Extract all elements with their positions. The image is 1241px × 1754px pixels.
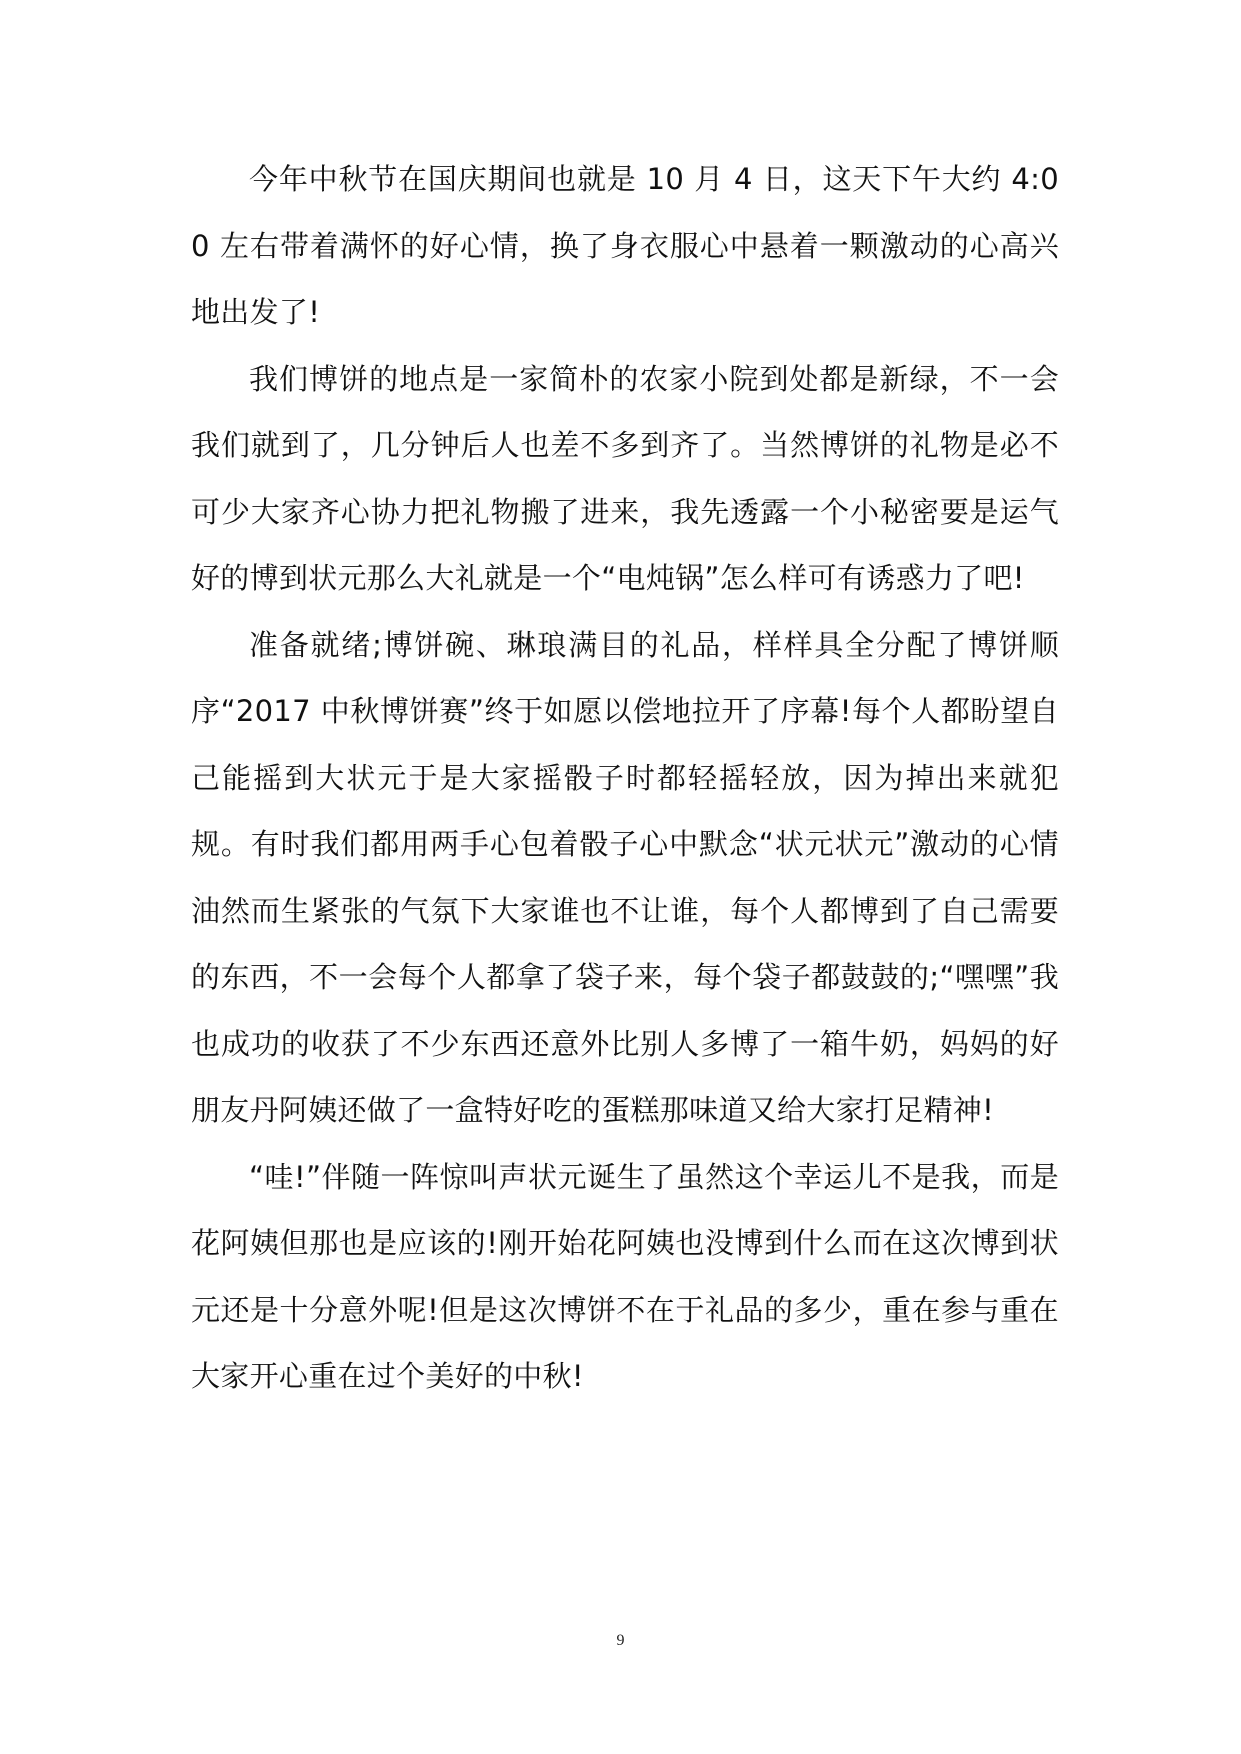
paragraph-game: 准备就绪;博饼碗、琳琅满目的礼品，样样具全分配了博饼顺序“2017 中秋博饼赛”终于如愿以偿地拉开了序幕!每个人都盼望自己能摇到大状元于是大家摇骰子时都轻摇轻放，因为掉出来就犯规。有时我们都用两手心包着骰子心中默念“状元状元”激动的心情油然而生紧张的气氛下大家谁也不让谁，每个人都博到了自己需要的东西，不一会每个人都拿了袋子来，每个袋子都鼓鼓的;“嘿嘿”我也成功的收获了不少东西还意外比别人多博了一箱牛奶，妈妈的好朋友丹阿姨还做了一盒特好吃的蛋糕那味道又给大家打足精神! xyxy=(191,627,1059,1127)
paragraph-departure: 今年中秋节在国庆期间也就是 10 月 4 日，这天下午大约 4:00 左右带着满怀的好心情，换了身衣服心中悬着一颗激动的心高兴地出发了! xyxy=(191,162,1059,329)
body-text xyxy=(191,146,1059,1410)
page-number: 9 xyxy=(616,1632,625,1649)
paragraph-champion: “哇!”伴随一阵惊叫声状元诞生了虽然这个幸运儿不是我，而是花阿姨但那也是应该的!刚开始花阿姨也没博到什么而在这次博到状元还是十分意外呢!但是这次博饼不在于礼品的多少，重在参与重在大家开心重在过个美好的中秋! xyxy=(191,1159,1059,1393)
paragraph-venue: 我们博饼的地点是一家简朴的农家小院到处都是新绿，不一会我们就到了，几分钟后人也差不多到齐了。当然博饼的礼物是必不可少大家齐心协力把礼物搬了进来，我先透露一个小秘密要是运气好的博到状元那么大礼就是一个“电炖锅”怎么样可有诱惑力了吧! xyxy=(191,361,1059,595)
